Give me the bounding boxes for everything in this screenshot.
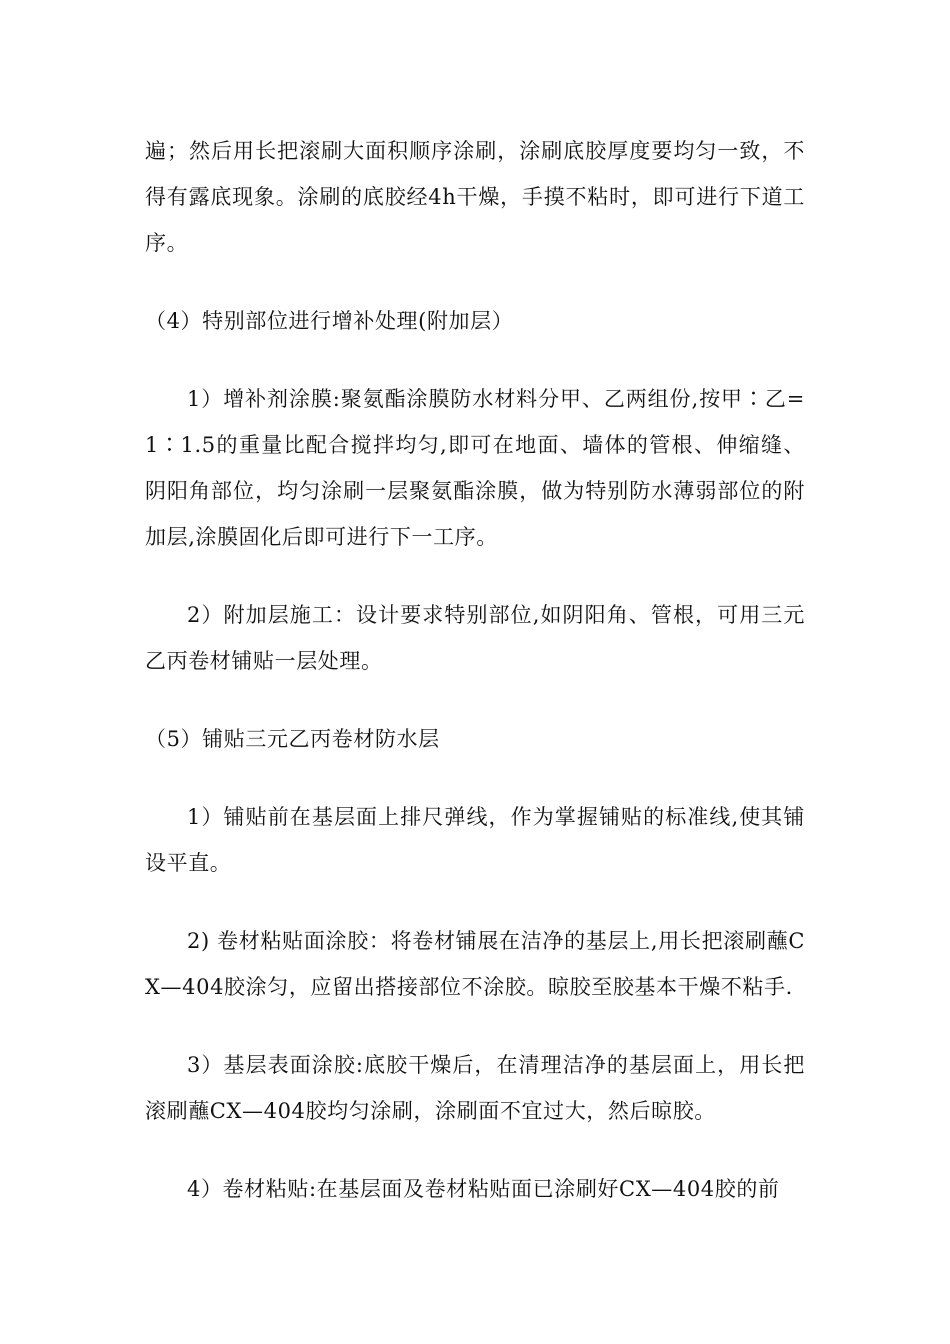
- section-heading-5: （5）铺贴三元乙丙卷材防水层: [145, 727, 440, 751]
- paragraph-continuation: 遍；然后用长把滚刷大面积顺序涂刷，涂刷底胶厚度要均匀一致，不得有露底现象。涂刷的底胶经4h干燥，手摸不粘时，即可进行下道工序。: [145, 139, 805, 255]
- paragraph-5-4: 4）卷材粘贴:在基层面及卷材粘贴面已涂刷好CX—404胶的前: [187, 1177, 780, 1201]
- paragraph-5-3: 3）基层表面涂胶:底胶干燥后，在清理洁净的基层面上，用长把滚刷蘸CX—404胶均匀涂刷，涂刷面不宜过大，然后晾胶。: [145, 1053, 805, 1123]
- paragraph-5-2: 2) 卷材粘贴面涂胶：将卷材铺展在洁净的基层上,用长把滚刷蘸CX—404胶涂匀，应留出搭接部位不涂胶。晾胶至胶基本干燥不粘手.: [145, 929, 805, 999]
- paragraph-4-2: 2）附加层施工：设计要求特别部位,如阴阳角、管根，可用三元乙丙卷材铺贴一层处理。: [145, 603, 805, 673]
- document-body: [145, 128, 805, 1212]
- paragraph-5-1: 1）铺贴前在基层面上排尺弹线，作为掌握铺贴的标准线,使其铺设平直。: [145, 805, 805, 875]
- section-heading-4: （4）特别部位进行增补处理(附加层）: [145, 309, 514, 333]
- paragraph-4-1: 1）增补剂涂膜:聚氨酯涂膜防水材料分甲、乙两组份,按甲∶乙=1∶1.5的重量比配合搅拌均匀,即可在地面、墙体的管根、伸缩缝、阴阳角部位，均匀涂刷一层聚氨酯涂膜，做为特别防水薄弱部位的附加层,涂膜固化后即可进行下一工序。: [145, 387, 805, 549]
